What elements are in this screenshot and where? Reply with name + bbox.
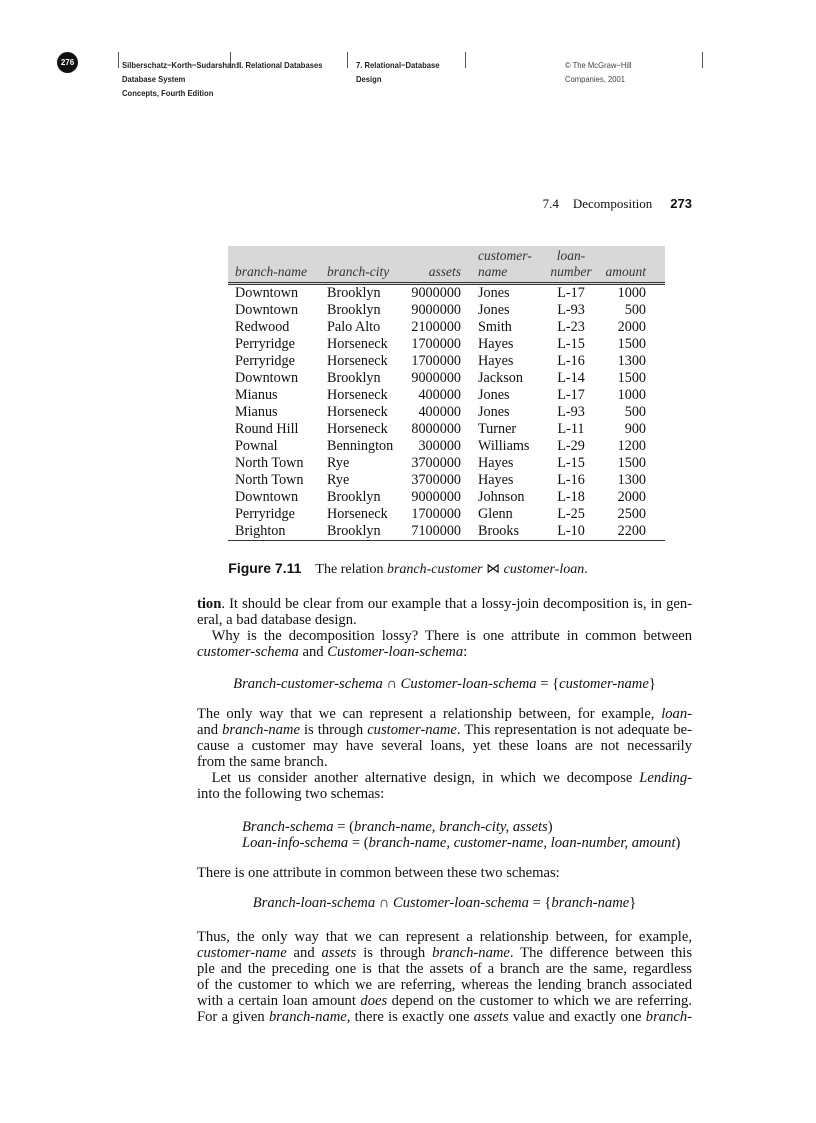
italic-term: customer-name: [367, 722, 457, 738]
table-cell: 1500: [617, 370, 646, 386]
table-cell: 400000: [418, 404, 461, 420]
text-line: [242, 819, 692, 835]
table-cell: 7100000: [411, 523, 461, 539]
column-header: [478, 248, 532, 280]
table-body: [228, 285, 665, 540]
table-cell: North Town: [235, 472, 304, 488]
table-cell: Rye: [327, 472, 350, 488]
text-run: ∩: [382, 676, 401, 692]
table-cell: 1000: [617, 285, 646, 301]
table-cell: 500: [624, 404, 646, 420]
text-line: [197, 993, 692, 1009]
text-run: For a given: [197, 1009, 269, 1025]
text-run: Thus, the only way that we can represent a relationship between, for example,: [197, 929, 692, 945]
chapter-line: 7. Relational−Database: [356, 60, 440, 70]
text-run: }: [648, 676, 656, 692]
book-line: Concepts, Fourth Edition: [122, 88, 214, 98]
column-header-line: name: [478, 264, 508, 279]
table-row: [228, 506, 665, 523]
column-header-line: customer-: [478, 248, 532, 263]
column-header-line: [327, 248, 389, 264]
table-row: [228, 302, 665, 319]
table-cell: Palo Alto: [327, 319, 381, 335]
text-line: [197, 961, 692, 977]
table-cell: Jones: [478, 302, 510, 318]
table-cell: 2100000: [411, 319, 461, 335]
table-cell: Jones: [478, 404, 510, 420]
text-run: :: [463, 644, 468, 660]
relation-table: [228, 246, 665, 541]
text-line: [197, 706, 692, 722]
table-cell: L-23: [557, 319, 585, 335]
text-run: cause a customer may have several loans, yet these loans are not necessarily: [197, 738, 692, 754]
page-number-badge: 276: [57, 52, 78, 73]
text-run: and: [197, 722, 223, 738]
text-run: Let us consider another alternative design, in which we decompose: [197, 770, 640, 786]
text-line: [197, 895, 692, 911]
text-line: [197, 628, 692, 644]
page-number: 273: [670, 196, 692, 211]
text-line: [197, 676, 692, 692]
text-run: is through: [356, 945, 433, 961]
table-cell: 1000: [617, 387, 646, 403]
text-line: [197, 786, 692, 802]
text-line: [197, 738, 692, 754]
caption-relation: branch-customer: [386, 562, 483, 577]
text-run: . This representation is not adequate be-: [456, 722, 692, 738]
italic-term: Lending-: [639, 770, 692, 786]
column-header-line: branch-name: [235, 264, 307, 279]
text-line: [197, 754, 692, 770]
table-cell: Horseneck: [327, 387, 388, 403]
table-cell: 9000000: [411, 370, 461, 386]
table-cell: 1700000: [411, 353, 461, 369]
join-symbol: ⋈: [482, 562, 504, 577]
header-part: II. Relational Databases: [237, 60, 323, 70]
text-line: [197, 929, 692, 945]
italic-term: assets: [473, 1009, 509, 1025]
table-cell: Mianus: [235, 404, 278, 420]
caption-period: .: [584, 562, 588, 577]
table-cell: Williams: [478, 438, 530, 454]
table-cell: Johnson: [478, 489, 525, 505]
table-cell: Downtown: [235, 489, 299, 505]
text-run: Why is the decomposition lossy? There is one attribute in common between: [197, 628, 692, 644]
italic-term: branch-name: [222, 722, 300, 738]
table-cell: L-15: [557, 455, 585, 471]
header-publisher: [565, 58, 632, 86]
table-row: [228, 438, 665, 455]
table-cell: Jones: [478, 387, 510, 403]
text-run: , there is exactly one: [346, 1009, 474, 1025]
italic-term: branch-name, customer-name, loan-number, amount: [368, 835, 676, 851]
header-divider: [347, 52, 348, 68]
column-header-line: [235, 248, 307, 264]
book-line: Database System: [122, 74, 186, 84]
table-cell: L-14: [557, 370, 585, 386]
caption-relation: customer-loan: [503, 562, 585, 577]
table-cell: L-25: [557, 506, 585, 522]
table-row: [228, 421, 665, 438]
text-run: There is one attribute in common between these two schemas:: [197, 865, 560, 881]
table-cell: 400000: [418, 387, 461, 403]
text-run: of the customer to which we are referring, whereas the lending branch associated: [197, 977, 692, 993]
header-book: [122, 58, 238, 100]
caption-text: The relation: [315, 562, 387, 577]
text-run: from the same branch.: [197, 754, 328, 770]
header-divider: [118, 52, 119, 68]
text-run: ∩: [375, 895, 393, 911]
header-divider: [465, 52, 466, 68]
table-cell: Redwood: [235, 319, 290, 335]
table-cell: 8000000: [411, 421, 461, 437]
table-cell: 2500: [617, 506, 646, 522]
table-cell: L-15: [557, 336, 585, 352]
italic-term: branch-name: [551, 895, 630, 911]
table-row: [228, 489, 665, 506]
running-head: [500, 196, 692, 212]
text-line: [197, 722, 692, 738]
table-cell: 3700000: [411, 472, 461, 488]
table-cell: Horseneck: [327, 404, 388, 420]
table-cell: 1300: [617, 472, 646, 488]
header-divider: [702, 52, 703, 68]
italic-term: customer-schema: [197, 644, 299, 660]
table-row: [228, 285, 665, 302]
table-cell: Glenn: [478, 506, 513, 522]
table-cell: Brooklyn: [327, 302, 381, 318]
table-cell: Jones: [478, 285, 510, 301]
text-line: [197, 1009, 692, 1025]
table-cell: L-16: [557, 353, 585, 369]
column-header: [429, 248, 461, 280]
text-line: [197, 945, 692, 961]
table-header: [228, 246, 665, 285]
table-row: [228, 455, 665, 472]
table-cell: Brooklyn: [327, 523, 381, 539]
figure-caption: [0, 560, 816, 578]
text-line: [197, 977, 692, 993]
section-number: 7.4: [542, 196, 559, 211]
table-cell: Hayes: [478, 353, 514, 369]
table-cell: Perryridge: [235, 353, 295, 369]
text-run: = {: [536, 676, 560, 692]
column-header-line: [429, 248, 461, 264]
column-header-line: loan-: [556, 248, 586, 263]
header-chapter: [356, 58, 440, 86]
column-header-line: assets: [428, 264, 461, 279]
table-bottom-rule: [228, 540, 665, 541]
table-cell: 300000: [418, 438, 461, 454]
table-cell: Hayes: [478, 336, 514, 352]
text-run: }: [629, 895, 637, 911]
table-cell: L-18: [557, 489, 585, 505]
text-run: The only way that we can represent a relationship between, for example,: [197, 706, 662, 722]
table-cell: L-11: [557, 421, 585, 437]
table-cell: Downtown: [235, 285, 299, 301]
text-line: [242, 835, 692, 851]
table-cell: 9000000: [411, 285, 461, 301]
table-cell: Brooklyn: [327, 370, 381, 386]
table-cell: Bennington: [327, 438, 394, 454]
italic-term: Branch-schema: [242, 819, 334, 835]
table-cell: 2000: [617, 489, 646, 505]
table-cell: Brooklyn: [327, 489, 381, 505]
text-run: eral, a bad database design.: [197, 612, 357, 628]
italic-term: Customer-loan-schema: [327, 644, 464, 660]
bold-term: tion: [197, 596, 222, 612]
table-row: [228, 319, 665, 336]
table-cell: 9000000: [411, 302, 461, 318]
text-run: value and exactly one: [508, 1009, 646, 1025]
table-cell: 500: [624, 302, 646, 318]
text-run: and: [298, 644, 328, 660]
table-cell: Brooks: [478, 523, 519, 539]
table-cell: Round Hill: [235, 421, 299, 437]
table-cell: North Town: [235, 455, 304, 471]
table-row: [228, 404, 665, 421]
column-header: [531, 248, 611, 280]
table-cell: Downtown: [235, 370, 299, 386]
table-cell: Horseneck: [327, 506, 388, 522]
table-cell: L-10: [557, 523, 585, 539]
italic-term: loan-: [661, 706, 692, 722]
table-cell: 1700000: [411, 506, 461, 522]
table-cell: Downtown: [235, 302, 299, 318]
table-cell: 1500: [617, 336, 646, 352]
table-cell: Smith: [478, 319, 512, 335]
table-row: [228, 336, 665, 353]
text-run: and: [286, 945, 322, 961]
table-cell: L-17: [557, 285, 585, 301]
italic-term: customer-name: [559, 676, 649, 692]
column-header-line: amount: [605, 264, 646, 279]
text-run: = (: [348, 835, 369, 851]
text-run: is through: [299, 722, 368, 738]
table-cell: Horseneck: [327, 336, 388, 352]
figure-label: Figure 7.11: [228, 560, 302, 576]
italic-term: branch-name, branch-city, assets: [353, 819, 548, 835]
table-cell: L-16: [557, 472, 585, 488]
table-row: [228, 523, 665, 540]
text-line: [197, 596, 692, 612]
publisher-line: © The McGraw−Hill: [565, 60, 632, 70]
italic-term: does: [360, 993, 388, 1009]
table-row: [228, 472, 665, 489]
chapter-line: Design: [356, 74, 382, 84]
table-cell: 3700000: [411, 455, 461, 471]
table-cell: Brooklyn: [327, 285, 381, 301]
table-cell: Perryridge: [235, 506, 295, 522]
table-cell: L-17: [557, 387, 585, 403]
text-line: [197, 612, 692, 628]
table-cell: Horseneck: [327, 421, 388, 437]
table-cell: Jackson: [478, 370, 523, 386]
text-line: [197, 770, 692, 786]
column-header-line: branch-city: [327, 264, 390, 279]
table-cell: Hayes: [478, 455, 514, 471]
text-run: depend on the customer to which we are referring.: [387, 993, 692, 1009]
text-run: with a certain loan amount: [197, 993, 361, 1009]
table-cell: L-93: [557, 404, 585, 420]
text-run: = {: [528, 895, 552, 911]
table-cell: L-29: [557, 438, 585, 454]
italic-term: branch-name: [268, 1009, 347, 1025]
table-cell: 1500: [617, 455, 646, 471]
italic-term: branch-name: [432, 945, 510, 961]
table-cell: Rye: [327, 455, 350, 471]
book-line: Silberschatz−Korth−Sudarshan:: [122, 60, 239, 70]
table-cell: 1300: [617, 353, 646, 369]
table-cell: 2000: [617, 319, 646, 335]
table-row: [228, 387, 665, 404]
table-cell: Horseneck: [327, 353, 388, 369]
italic-term: assets: [321, 945, 357, 961]
italic-term: branch-: [645, 1009, 692, 1025]
table-cell: Pownal: [235, 438, 278, 454]
text-run: into the following two schemas:: [197, 786, 385, 802]
text-run: . The difference between this: [509, 945, 692, 961]
column-header-line: [606, 248, 647, 264]
italic-term: Branch-loan-schema: [252, 895, 376, 911]
column-header: [235, 248, 307, 280]
table-cell: Brighton: [235, 523, 286, 539]
italic-term: customer-name: [197, 945, 287, 961]
italic-term: Customer-loan-schema: [400, 676, 537, 692]
table-cell: Hayes: [478, 472, 514, 488]
italic-term: Customer-loan-schema: [392, 895, 529, 911]
table-cell: Mianus: [235, 387, 278, 403]
column-header: [606, 248, 647, 280]
table-cell: 900: [624, 421, 646, 437]
section-title: Decomposition: [572, 196, 653, 211]
text-line: [197, 865, 692, 881]
table-cell: 1700000: [411, 336, 461, 352]
table-cell: 2200: [617, 523, 646, 539]
column-header: [327, 248, 389, 280]
column-header-line: number: [550, 264, 592, 279]
table-cell: L-93: [557, 302, 585, 318]
text-line: [197, 644, 692, 660]
text-run: ple and the preceding one is that the assets of a branch are the same, regardless: [197, 961, 692, 977]
text-run: ): [547, 819, 553, 835]
text-run: = (: [333, 819, 354, 835]
table-cell: Turner: [478, 421, 517, 437]
table-row: [228, 353, 665, 370]
italic-term: Loan-info-schema: [242, 835, 349, 851]
table-row: [228, 370, 665, 387]
text-run: . It should be clear from our example that a lossy-join decomposition is, in gen-: [221, 596, 692, 612]
publisher-line: Companies, 2001: [565, 74, 625, 84]
table-cell: 9000000: [411, 489, 461, 505]
table-cell: Perryridge: [235, 336, 295, 352]
italic-term: Branch-customer-schema: [233, 676, 383, 692]
table-cell: 1200: [617, 438, 646, 454]
text-run: ): [675, 835, 681, 851]
